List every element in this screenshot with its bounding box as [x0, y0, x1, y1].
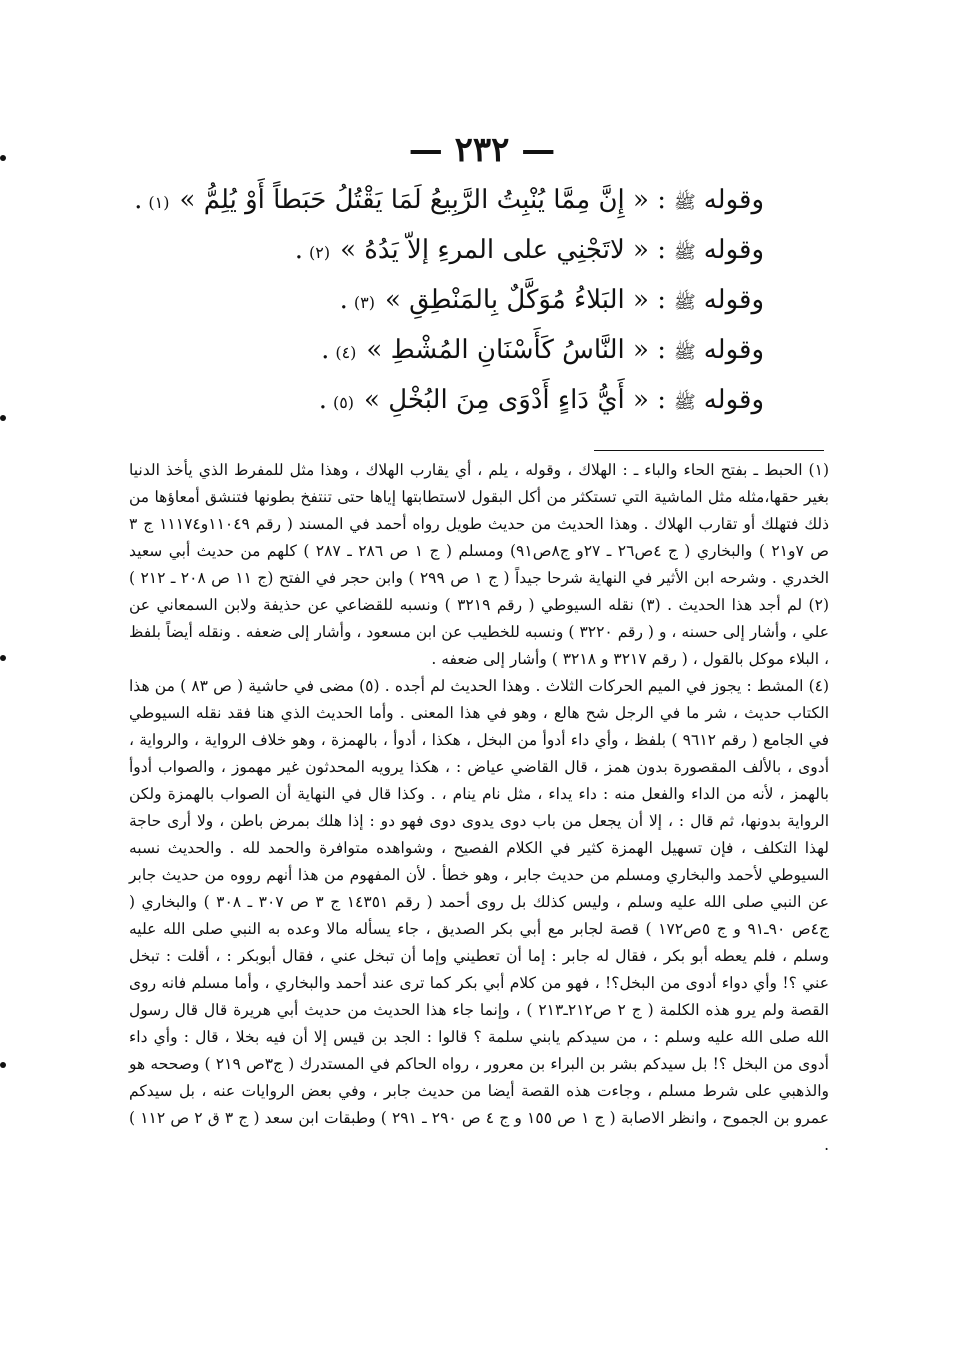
salutation-glyph: ﷺ	[673, 292, 696, 313]
hadith-end-mark: .	[321, 335, 330, 365]
hadith-intro: وقوله	[703, 335, 764, 365]
hadith-intro: وقوله	[703, 185, 764, 215]
hadith-text: : « إِنَّ مِمَّا يُنْبِتُ الرَّبِيعُ لَمَا يَقْتُلُ حَبَطاً أَوْ يُلِمُّ »	[179, 185, 666, 215]
salutation-glyph: ﷺ	[673, 242, 696, 263]
footnote-ref: (٥)	[332, 393, 355, 412]
page-number: — ٢٣٢ —	[408, 130, 556, 170]
hadith-line	[144, 335, 764, 385]
hadith-intro: وقوله	[703, 285, 764, 315]
hadith-text: : « لاتَجْنِي على المرءِ إلاّ يَدُهُ »	[340, 235, 666, 265]
hadith-line	[144, 385, 764, 435]
footnote-ref: (٤)	[335, 343, 357, 362]
hadith-end-mark: .	[134, 185, 143, 215]
footnote-ref: (٢)	[308, 243, 331, 262]
hadith-end-mark: .	[339, 285, 348, 315]
scan-edge-mark	[0, 415, 6, 421]
hadith-line	[134, 185, 764, 235]
salutation-glyph: ﷺ	[673, 392, 696, 413]
hadith-text: : « النَّاسُ كَأَسْنَانِ المُشْطِ »	[366, 335, 666, 365]
footnote-ref: (١)	[148, 193, 170, 212]
footnote-paragraph: (٤) المشط : يجوز في الميم الحركات الثلاث . وهذا الحديث لم أجده . (٥) مضى في حاشية ( ص ٨٣ ) من هذا الكتاب حديث ، شر ما في الرجل شح هالع ، وهو في هذا المعنى . وأما الحديث الذي هنا فقد نقله السيوطي في الجامع ( رقم ٩٦١٢ ) بلفظ ، وأي داء أدوأ من البخل ، هكذا ، أدوأ ، بالهمزة ، وهو خلاف الرواية ، والرواية ، أدوى ، بالألف المقصورة بدون همز ، قال القاضي عياض : ، هكذا يرويه المحدثون غير مهموز ، والصواب أدوأ بالهمز ، لأنه من الداء والفعل منه : داء يداء ، مثل نام ينام ، . وكذا قال في النهاية أن الصواب بالهمزة ولكن الرواية بدونها، ثم قال : ، إلا أن يجعل من باب دوى يدوى دوى فهو دو : إذا هلك بمرض باطن ، ولا أرى حاجة لهذا التكلف ، فإن تسهيل الهمزة كثير في الكلام الفصيح ، وشواهده متوافرة والحمد لله . والحديث نسبه السيوطي لأحمد والبخاري ومسلم من حديث جابر ، وهو خطأ . لأن المفهوم من هذا أنهم رووه من حديث جابر عن النبي صلى الله عليه وسلم ، وليس كذلك بل روى أحمد ( رقم ١٤٣٥١ ج ٣ ص ٣٠٧ ـ ٣٠٨ ) والبخاري ( ج٤ص ٩٠ـ٩١ و ج ٥ص١٧٢ ) قصة لجابر مع أبي بكر الصديق ، جاء يسأله مالا وعده به النبي صلى الله عليه وسلم ، فلم يعطه أبو بكر ، فقال له جابر : إما أن تعطيني وإما أن تبخل عني ، فقال أبوبكر : ، أقلت : تبخل عني ؟! وأي دواء أدوى من البخل؟! ، فهو من كلام أبي بكر كما ترى عند أحمد والبخاري ، وأما مسلم فانه روى القصة ولم يرو هذه الكلمة ( ج ٢ ص٢١٢ـ٢١٣ ) ، وإنما جاء هذا الحديث من حديث أبي هريرة قال قال رسول الله صلى الله عليه وسلم : ، من سيدكم يابني سلمة ؟ قالوا : الجد بن قيس إلا أن فيه بخلا ، قال : وأي داء أدوى من البخل ؟! بل سيدكم بشر بن البراء بن معرور ، رواه الحاكم في المستدرك ( ج٣ص ٢١٩ ) وصححه هو والذهبي على شرط مسلم ، وجاءت هذه القصة أيضا من حديث جابر ، وفي بعض الروايات عنه ، بل سيدكم عمرو بن الجموح ، وانظر الاصابة ( ج ١ ص ١٥٥ و ج ٤ ص ٢٩٠ ـ ٢٩١ ) وطبقات ابن سعد ( ج ٣ ق ٢ ص ١١٢ ) .	[129, 677, 830, 1154]
hadith-line	[144, 235, 764, 285]
hadith-intro: وقوله	[703, 385, 764, 415]
hadith-text: : « البَلاءُ مُوَكَّلٌ بِالمَنْطِقِ »	[384, 285, 666, 315]
scan-edge-mark	[0, 1062, 6, 1068]
footnote-ref: (٣)	[353, 293, 375, 312]
footnote-divider	[594, 450, 824, 451]
salutation-glyph: ﷺ	[673, 192, 696, 213]
hadith-list	[134, 185, 764, 435]
hadith-line	[144, 285, 764, 335]
footnotes	[129, 457, 829, 1159]
salutation-glyph: ﷺ	[673, 342, 696, 363]
footnote-paragraph: (١) الحبط ـ بفتح الحاء والباء ـ : الهلاك ، وقوله ، يلم ، أي يقارب الهلاك ، وهذا مثل للمفرط الذي يأخذ الدنيا بغير حقها،مثله مثل الماشية التي تستكثر من أكل البقول لاستطابتها إياها حتى تنتفخ بطونها فتنشق أمعاؤها من ذلك فتهلك أو تقارب الهلاك . وهذا الحديث من حديث طويل رواه أحمد في المسند ( رقم ١١٠٤٩و١١١٧٤ ج ٣ ص ٧و٢١ ) والبخاري ( ج ٤ص٢٦ ـ ٢٧و ج٨ص٩١) ومسلم ( ج ١ ص ٢٨٦ ـ ٢٨٧ ) كلهم من حديث أبي سعيد الخدري . وشرحه ابن الأثير في النهاية شرحا جيداً ( ج ١ ص ٢٩٩ ) وابن حجر في الفتح (ج ١١ ص ٢٠٨ ـ ٢١٢ ) (٢) لم أجد هذا الحديث . (٣) نقله السيوطي ( رقم ٣٢١٩ ) ونسبه للقضاعي عن حذيفة ولابن السمعاني عن علي ، وأشار إلى حسنه ، و ( رقم ٣٢٢٠ ) ونسبه للخطيب عن ابن مسعود ، وأشار إلى ضعفه . ونقله أيضاً بلفظ ، البلاء موكل بالقول ، ( رقم ٣٢١٧ و ٣٢١٨ ) وأشار إلى ضعفه .	[129, 461, 830, 668]
scan-edge-mark	[0, 655, 6, 661]
hadith-end-mark: .	[318, 385, 327, 415]
hadith-end-mark: .	[294, 235, 303, 265]
hadith-text: : « أَيُّ دَاءٍ أَدْوَى مِنَ البُخْلِ »	[364, 385, 666, 415]
hadith-intro: وقوله	[703, 235, 764, 265]
